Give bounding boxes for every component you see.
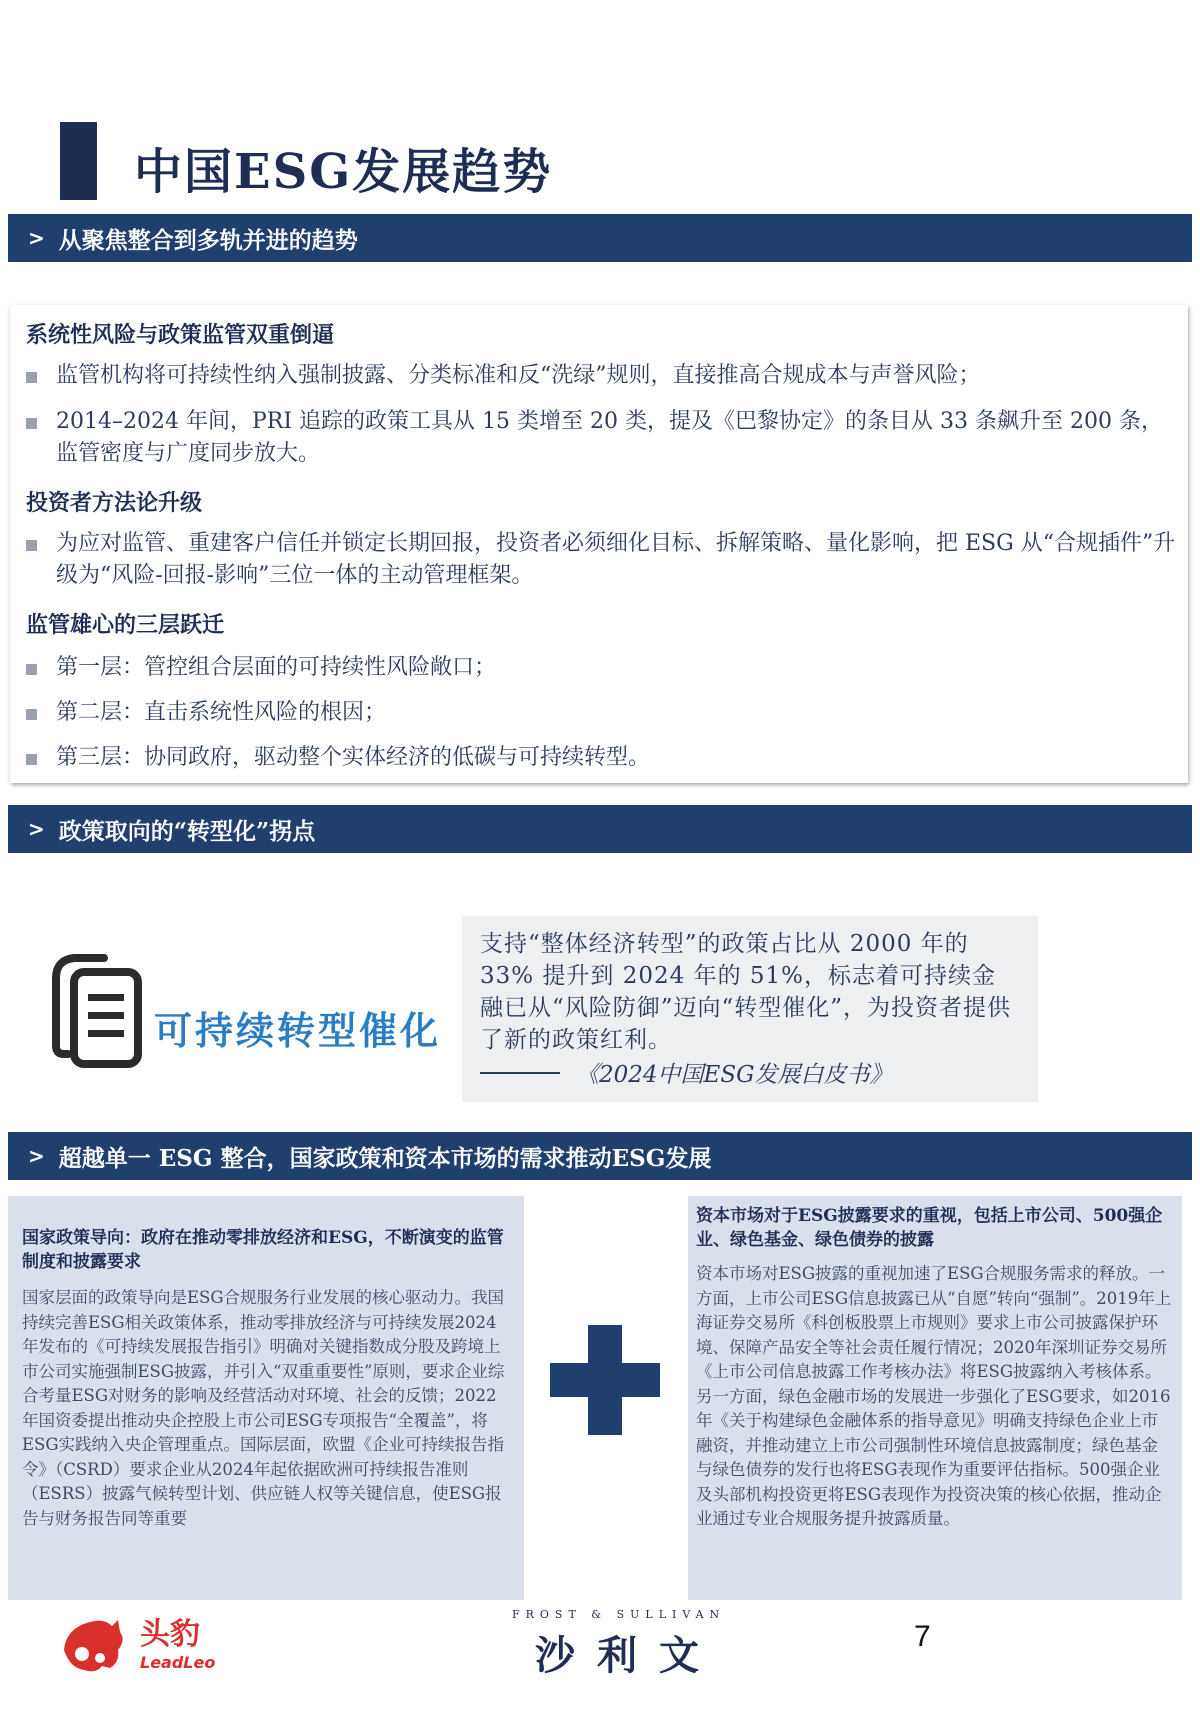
subheading-regulatory-ambition: 监管雄心的三层跃迁 xyxy=(26,612,225,638)
section-heading: 政策取向的“转型化”拐点 xyxy=(58,817,316,845)
documents-icon xyxy=(48,950,148,1070)
list-item: 第二层：直击系统性风险的根因； xyxy=(26,697,1176,729)
chevron-right-icon: > xyxy=(28,226,45,250)
section-header-policy xyxy=(8,805,1192,853)
capital-market-box xyxy=(688,1196,1182,1600)
quote-source: 《2024中国ESG发展白皮书》 xyxy=(480,1056,892,1089)
subheading-investor-methodology: 投资者方法论升级 xyxy=(26,490,203,516)
bullet-square-icon xyxy=(26,372,37,383)
page-title: 中国ESG发展趋势 xyxy=(134,144,553,200)
section-heading: 超越单一 ESG 整合，国家政策和资本市场的需求推动ESG发展 xyxy=(58,1144,712,1172)
section-heading: 从聚焦整合到多轨并进的趋势 xyxy=(58,226,358,254)
chevron-right-icon: > xyxy=(28,817,45,841)
bullet-square-icon xyxy=(26,754,37,765)
list-item: 第一层：管控组合层面的可持续性风险敞口； xyxy=(26,652,1176,684)
box-body: 资本市场对ESG披露的重视加速了ESG合规服务需求的释放。一方面，上市公司ESG信息披露已从“自愿”转向“强制”。2019年上海证券交易所《科创板股票上市规则》要求上市公司披露保护环境、保障产品安全等社会责任履行情况；2020年深圳证券交易所《上市公司信息披露工作考核办法》将ESG披露纳入考核体系。另一方面，绿色金融市场的发展进一步强化了ESG要求，如2016年《关于构建绿色金融体系的指导意见》明确支持绿色企业上市融资，并推动建立上市公司强制性环境信息披露制度；绿色基金与绿色债券的发行也将ESG表现作为重要评估指标。500强企业及头部机构投资更将ESG表现作为投资决策的核心依据，推动企业通过专业合规服务提升披露质量。 xyxy=(696,1264,1172,1528)
frost-sullivan-cn-label: 沙利文 xyxy=(535,1632,721,1679)
list-item: 2014–2024 年间，PRI 追踪的政策工具从 15 类增至 20 类，提及《巴黎协定》的条目从 33 条飙升至 200 条，监管密度与广度同步放大。 xyxy=(26,406,1176,470)
national-policy-box xyxy=(8,1196,524,1600)
page-number: 7 xyxy=(914,1620,931,1653)
bullet-square-icon xyxy=(26,540,37,551)
box-body: 国家层面的政策导向是ESG合规服务行业发展的核心驱动力。我国持续完善ESG相关政策体系，推动零排放经济与可持续发展2024年发布的《可持续发展报告指引》明确对关键指数成分股及跨境上市公司实施强制ESG披露，并引入“双重重要性”原则，要求企业综合考量ESG对财务的影响及经营活动对环境、社会的反馈；2022年国资委提出推动央企控股上市公司ESG专项报告“全覆盖”，将ESG实践纳入央企管理重点。国际层面，欧盟《企业可持续报告指令》（CSRD）要求企业从2024年起依据欧洲可持续报告准则（ESRS）披露气候转型计划、供应链人权等关键信息，使ESG报告与财务报告同等重要 xyxy=(22,1288,505,1528)
sustainable-transition-label: 可持续转型催化 xyxy=(154,1008,442,1053)
box-title: 国家政策导向：政府在推动零排放经济和ESG，不断演变的监管制度和披露要求 xyxy=(22,1228,504,1272)
list-item: 为应对监管、重建客户信任并锁定长期回报，投资者必须细化目标、拆解策略、量化影响，把 ESG 从“合规插件”升级为“风险-回报-影响”三位一体的主动管理框架。 xyxy=(26,528,1176,592)
logo-cn-text: 头豹 xyxy=(140,1617,200,1652)
leadleo-logo xyxy=(60,1610,220,1680)
list-item: 监管机构将可持续性纳入强制披露、分类标准和反“洗绿”规则，直接推高合规成本与声誉风险； xyxy=(26,360,1176,392)
box-title: 资本市场对于ESG披露要求的重视，包括上市公司、500强企业、绿色基金、绿色债券的披露 xyxy=(696,1206,1163,1250)
logo-en-text: LeadLeo xyxy=(140,1653,216,1672)
bullet-square-icon xyxy=(26,709,37,720)
quote-box xyxy=(462,916,1038,1102)
subheading-systemic-risk: 系统性风险与政策监管双重倒逼 xyxy=(26,322,335,348)
list-item: 第三层：协同政府，驱动整个实体经济的低碳与可持续转型。 xyxy=(26,742,1176,774)
quote-dash xyxy=(480,1072,560,1074)
bullet-square-icon xyxy=(26,664,37,675)
section-header-trends xyxy=(8,214,1192,262)
chevron-right-icon: > xyxy=(28,1144,45,1168)
section-header-drivers xyxy=(8,1132,1192,1180)
plus-icon xyxy=(588,1325,622,1435)
title-accent-bar xyxy=(60,122,97,200)
bullet-square-icon xyxy=(26,418,37,429)
frost-sullivan-label: FROST & SULLIVAN xyxy=(512,1608,726,1621)
quote-text: 支持“整体经济转型”的政策占比从 2000 年的 33% 提升到 2024 年的 51%，标志着可持续金融已从“风险防御”迈向“转型催化”，为投资者提供了新的政策红利。 xyxy=(480,931,1012,1053)
